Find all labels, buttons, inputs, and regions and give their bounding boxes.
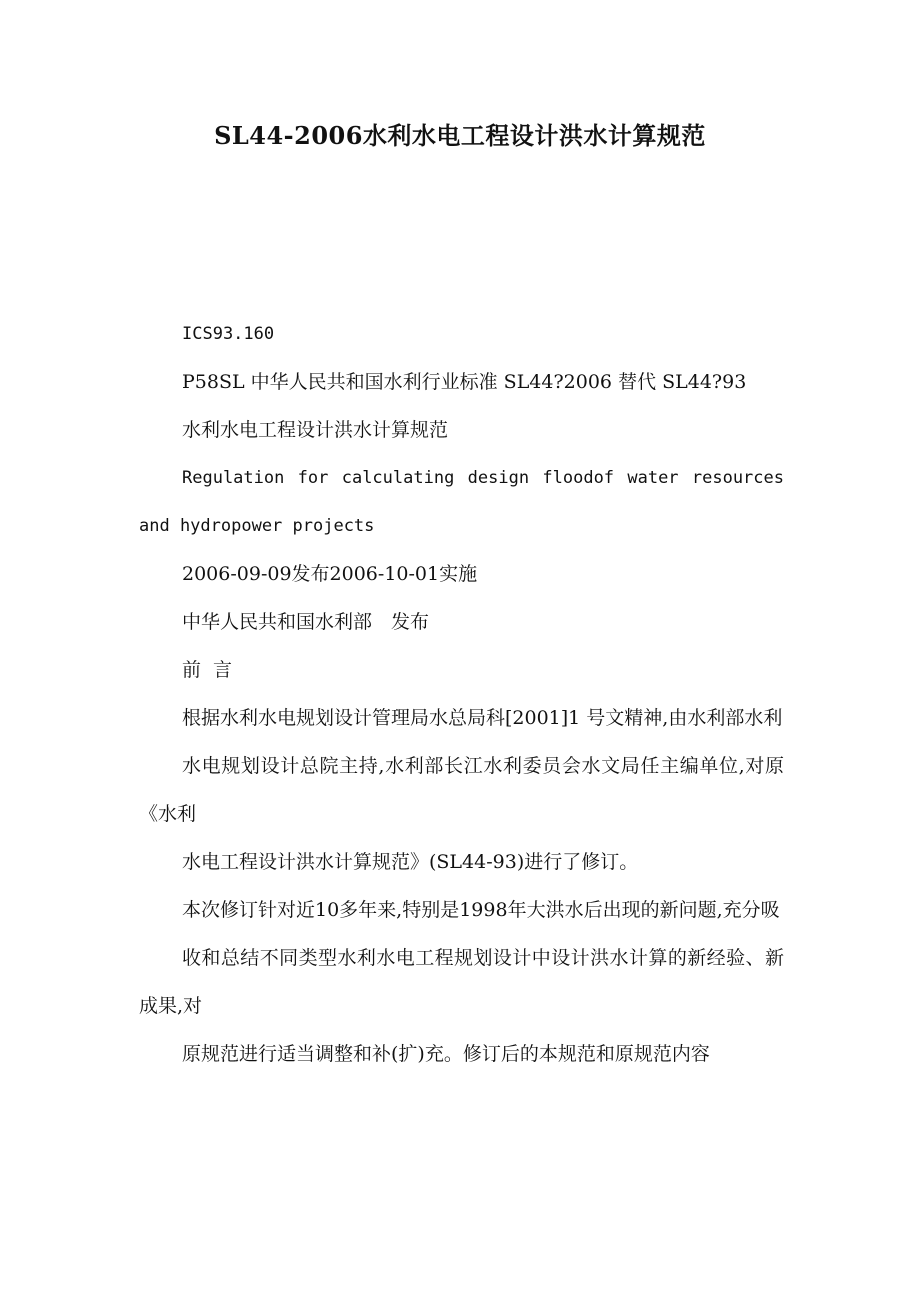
foreword-paragraph-5: 收和总结不同类型水利水电工程规划设计中设计洪水计算的新经验、新成果,对 [139,947,784,1017]
ics-code: ICS93.160 [182,324,275,344]
foreword-paragraph-3: 水电工程设计洪水计算规范》(SL44-93)进行了修订。 [182,851,639,873]
issue-and-effective-dates: 2006-09-09发布2006-10-01实施 [182,563,478,585]
issuing-authority: 中华人民共和国水利部 发布 [182,611,430,633]
english-standard-title: Regulation for calculating design floodof water resources and hydropower projects [139,468,784,536]
standard-designation: P58SL 中华人民共和国水利行业标准 SL44?2006 替代 SL44?93 [182,371,747,393]
foreword-heading: 前 言 [182,659,236,681]
chinese-standard-title: 水利水电工程设计洪水计算规范 [182,419,449,441]
foreword-paragraph-4: 本次修订针对近10多年来,特别是1998年大洪水后出现的新问题,充分吸 [182,899,780,921]
foreword-paragraph-2: 水电规划设计总院主持,水利部长江水利委员会水文局任主编单位,对原《水利 [139,755,784,825]
foreword-paragraph-6: 原规范进行适当调整和补(扩)充。修订后的本规范和原规范内容 [182,1043,710,1065]
foreword-paragraph-1: 根据水利水电规划设计管理局水总局科[2001]1 号文精神,由水利部水利 [182,707,783,729]
document-title: SL44-2006水利水电工程设计洪水计算规范 [214,121,706,150]
document-body [139,310,784,1078]
